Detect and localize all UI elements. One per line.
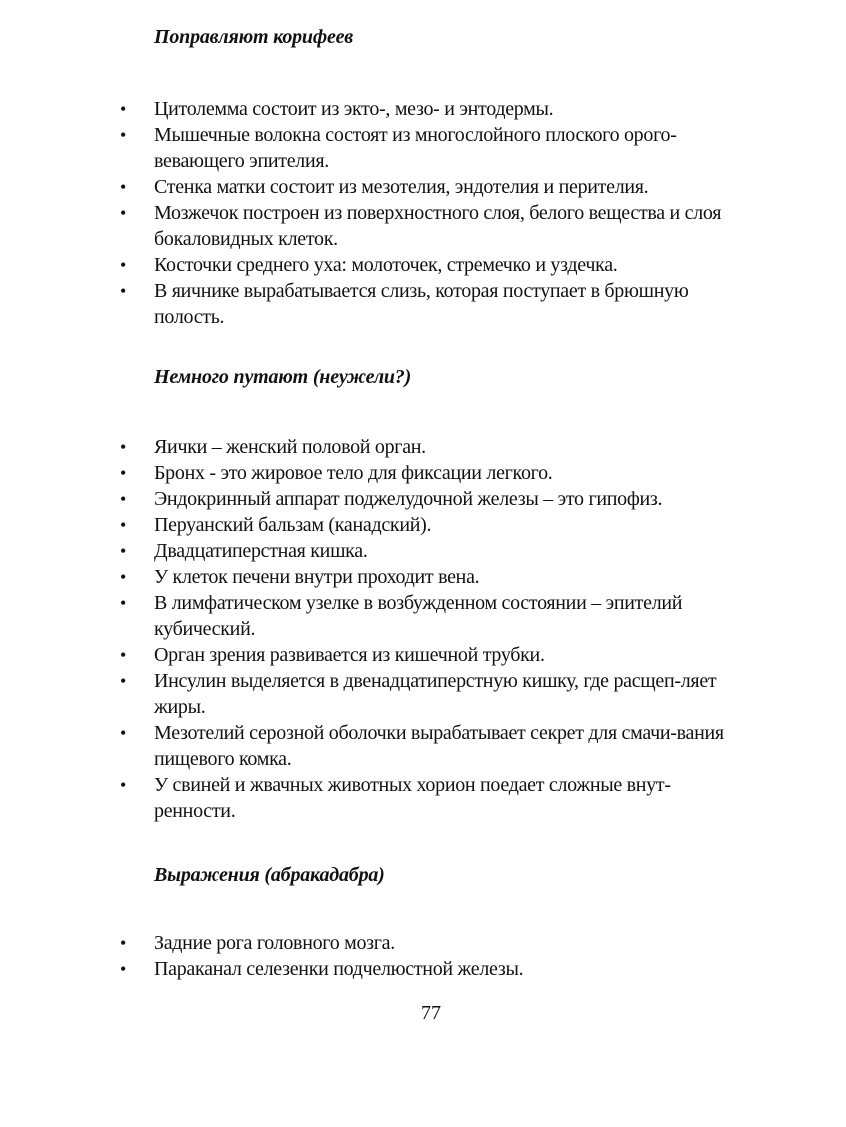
list-item-text: Мезотелий серозной оболочки вырабатывает секрет для смачи-вания пищевого комка. — [154, 722, 724, 770]
list-item — [116, 278, 736, 330]
bullet-icon: • — [119, 489, 126, 509]
list-item — [116, 96, 736, 122]
list-item — [116, 460, 736, 486]
list-item-text: Перуанский бальзам (канадский). — [154, 514, 432, 536]
bullet-icon: • — [119, 463, 126, 483]
list-item-text: Яички – женский половой орган. — [154, 436, 426, 458]
list-item-text: В яичнике вырабатывается слизь, которая поступает в брюшную полость. — [154, 280, 689, 328]
list-item-text: Двадцатиперстная кишка. — [154, 540, 368, 562]
list-item — [116, 590, 736, 642]
list-item — [116, 642, 736, 668]
bullet-icon: • — [119, 671, 126, 691]
bullet-icon: • — [119, 255, 126, 275]
list-item-text: Стенка матки состоит из мезотелия, эндотелия и перителия. — [154, 176, 649, 198]
bullet-icon: • — [119, 775, 126, 795]
bullet-icon: • — [119, 933, 126, 953]
list-item-text: Инсулин выделяется в двенадцатиперстную кишку, где расщеп-ляет жиры. — [154, 670, 717, 718]
section-slightly-confused — [116, 364, 736, 824]
bullet-icon: • — [119, 515, 126, 535]
bullet-icon: • — [119, 959, 126, 979]
bullet-icon: • — [119, 567, 126, 587]
bullet-list — [116, 96, 736, 330]
bullet-icon: • — [119, 99, 126, 119]
bullet-list — [116, 434, 736, 824]
section-heading: Поправляют корифеев — [154, 26, 354, 48]
list-item — [116, 434, 736, 460]
list-item — [116, 720, 736, 772]
list-item — [116, 252, 736, 278]
section-heading: Немного путают (неужели?) — [154, 366, 412, 388]
list-item — [116, 772, 736, 824]
bullet-icon: • — [119, 541, 126, 561]
section-expressions — [116, 862, 736, 982]
list-item — [116, 956, 736, 982]
list-item-text: Бронх - это жировое тело для фиксации легкого. — [154, 462, 553, 484]
bullet-icon: • — [119, 645, 126, 665]
bullet-icon: • — [119, 281, 126, 301]
list-item-text: Мозжечок построен из поверхностного слоя, белого вещества и слоя бокаловидных клеток. — [154, 202, 722, 250]
bullet-icon: • — [119, 593, 126, 613]
bullet-icon: • — [119, 203, 126, 223]
list-item — [116, 668, 736, 720]
section-heading: Выражения (абракадабра) — [154, 864, 385, 886]
list-item — [116, 122, 736, 174]
section-correct-luminaries — [116, 24, 736, 330]
list-item-text: В лимфатическом узелке в возбужденном состоянии – эпителий кубический. — [154, 592, 683, 640]
list-item — [116, 512, 736, 538]
list-item-text: Задние рога головного мозга. — [154, 932, 395, 954]
list-item — [116, 930, 736, 956]
page-number: 77 — [421, 1002, 441, 1024]
list-item — [116, 174, 736, 200]
bullet-list — [116, 930, 736, 982]
bullet-icon: • — [119, 177, 126, 197]
bullet-icon: • — [119, 437, 126, 457]
list-item-text: Мышечные волокна состоят из многослойного плоского орого-вевающего эпителия. — [154, 124, 677, 172]
list-item-text: Орган зрения развивается из кишечной трубки. — [154, 644, 545, 666]
list-item — [116, 200, 736, 252]
list-item — [116, 538, 736, 564]
bullet-icon: • — [119, 723, 126, 743]
list-item — [116, 486, 736, 512]
list-item-text: Цитолемма состоит из экто-, мезо- и энтодермы. — [154, 98, 554, 120]
list-item-text: Параканал селезенки подчелюстной железы. — [154, 958, 524, 980]
bullet-icon: • — [119, 125, 126, 145]
list-item — [116, 564, 736, 590]
list-item-text: Эндокринный аппарат поджелудочной железы – это гипофиз. — [154, 488, 663, 510]
list-item-text: У клеток печени внутри проходит вена. — [154, 566, 480, 588]
list-item-text: У свиней и жвачных животных хорион поедает сложные внут-ренности. — [154, 774, 671, 822]
list-item-text: Косточки среднего уха: молоточек, стремечко и уздечка. — [154, 254, 618, 276]
